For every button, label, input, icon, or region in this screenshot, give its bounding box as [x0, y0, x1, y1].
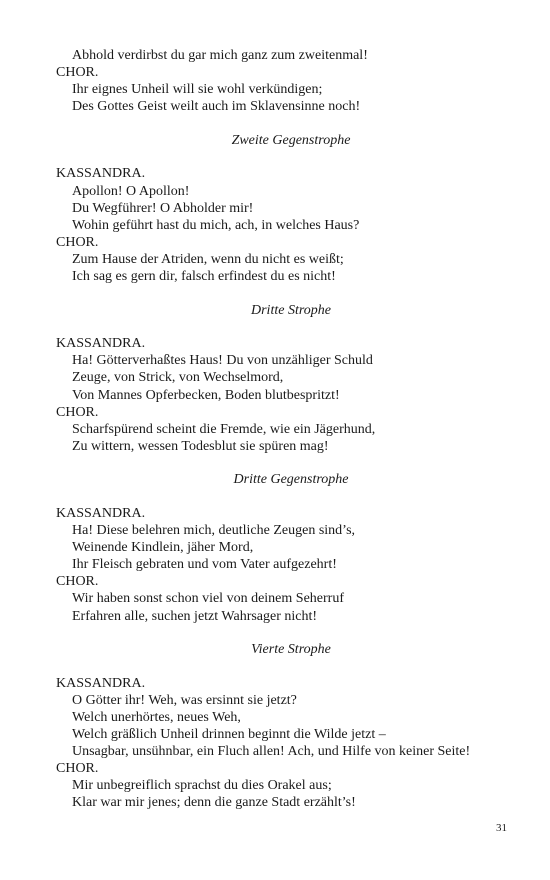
verse-line: Abhold verdirbst du gar mich ganz zum zweitenmal!	[72, 48, 368, 63]
verse-line: Zeuge, von Strick, von Wechselmord,	[72, 370, 284, 386]
speaker-label: CHOR.	[56, 234, 99, 250]
verse-line: Des Gottes Geist weilt auch im Sklavensinne noch!	[72, 99, 361, 115]
verse-line: Klar war mir jenes; denn die ganze Stadt erzählt’s!	[72, 795, 356, 811]
drama-text	[56, 47, 526, 811]
speaker-label: CHOR.	[56, 574, 99, 590]
strophe-heading: Dritte Gegenstrophe	[233, 472, 349, 488]
page-number: 31	[496, 822, 507, 834]
verse-line: Mir unbegreiflich sprachst du dies Orakel aus;	[72, 778, 332, 794]
verse-line: Von Mannes Opferbecken, Boden blutbespritzt!	[72, 387, 340, 403]
speaker-label: KASSANDRA.	[56, 336, 146, 352]
speaker-label: KASSANDRA.	[56, 675, 146, 691]
verse-line: Du Wegführer! O Abholder mir!	[72, 200, 254, 216]
verse-line: Ihr eignes Unheil will sie wohl verkündigen;	[72, 82, 323, 98]
verse-line: Wohin geführt hast du mich, ach, in welches Haus?	[72, 217, 360, 233]
verse-line: Wir haben sonst schon viel von deinem Seherruf	[72, 591, 344, 607]
speaker-label: CHOR.	[56, 65, 99, 81]
verse-line: Apollon! O Apollon!	[72, 183, 190, 199]
verse-line: Scharfspürend scheint die Fremde, wie ein Jägerhund,	[72, 421, 376, 437]
speaker-label: KASSANDRA.	[56, 166, 146, 182]
verse-line: Zu wittern, wessen Todesblut sie spüren mag!	[72, 438, 329, 454]
speaker-label: CHOR.	[56, 761, 99, 777]
verse-line: Zum Hause der Atriden, wenn du nicht es weißt;	[72, 251, 344, 267]
speaker-label: KASSANDRA.	[56, 505, 146, 521]
verse-line: Ha! Diese belehren mich, deutliche Zeugen sind’s,	[72, 523, 356, 539]
verse-line: Unsagbar, unsühnbar, ein Fluch allen! Ach, und Hilfe von keiner Seite!	[72, 744, 471, 760]
strophe-heading: Zweite Gegenstrophe	[231, 132, 351, 148]
strophe-heading: Dritte Strophe	[251, 302, 331, 318]
verse-line: Ha! Götterverhaßtes Haus! Du von unzähliger Schuld	[72, 353, 373, 369]
verse-line: Ihr Fleisch gebraten und vom Vater aufgezehrt!	[72, 557, 337, 573]
verse-line: O Götter ihr! Weh, was ersinnt sie jetzt?	[72, 692, 297, 708]
verse-line: Ich sag es gern dir, falsch erfindest du es nicht!	[72, 269, 336, 285]
verse-line: Welch gräßlich Unheil drinnen beginnt die Wilde jetzt –	[72, 727, 386, 742]
verse-line: Weinende Kindlein, jäher Mord,	[72, 540, 254, 556]
speaker-label: CHOR.	[56, 404, 99, 420]
strophe-heading: Vierte Strophe	[251, 642, 331, 658]
verse-line: Welch unerhörtes, neues Weh,	[72, 709, 241, 725]
verse-line: Erfahren alle, suchen jetzt Wahrsager nicht!	[72, 608, 318, 624]
